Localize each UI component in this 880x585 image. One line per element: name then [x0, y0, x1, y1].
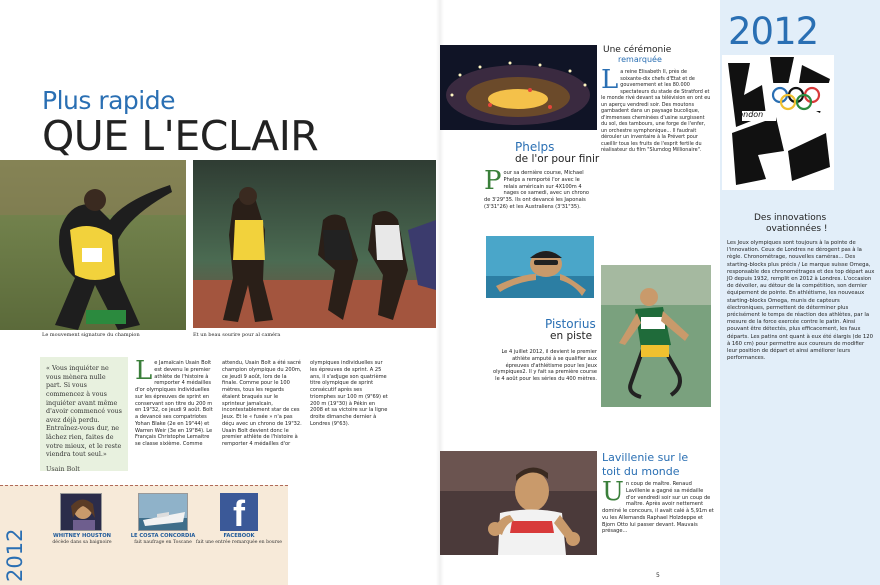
logo-london-text: london	[736, 110, 764, 119]
article-title-line2: QUE L'ECLAIR	[42, 112, 319, 160]
page-number: 5	[656, 572, 660, 579]
ceremony-title-1: Une cérémonie	[603, 45, 672, 55]
pistorius-title-1: Pistorius	[545, 317, 596, 331]
phelps-body: our sa dernière course, Michael Phelps a remporté l'or avec le relais américain sur 4X100m 4 nages ce samedi, avec un chrono de 3'29"35. Ils ont devancé les Japonais (3'31"26) et les Australiens (3'31"35).	[484, 170, 590, 210]
london-2012-logo	[722, 55, 834, 190]
ceremony-text	[601, 65, 711, 154]
lavillenie-body: n coup de maître. Renaud Lavillenie a gagné sa médaille d'or vendredi soir sur un coup de maître. Après avoir nettement dominé le concours, il avait calé à 5,91m et vu les Allemands Raphael Holzdeppe et Bjorn Otto lui passer devant. Mauvais présage...	[602, 481, 714, 535]
phelps-drop-cap: P	[484, 166, 502, 196]
sidebar-text: Les Jeux olympiques sont toujours à la pointe de l'innovation. Ceux de Londres ne dérogent pas à la règle. Chronométrage, nouvelles caméras... Des starting-blocks plus précis / Le marque suisse Omega, responsable des chronométrages et des top départ aux JO depuis 1932, remplit en 2012 à Londres. L'occasion de dévoiler, au détour de la compétition, son dernier équipement de pointe. En athlétisme, les nouveaux starting-blocks Omega, munis de capteurs électroniques, permettent de déterminer plus précisément le temps de réaction des athlètes, par la mesure de la force exercée contre le patin. Ainsi pouvant être détectés, plus efficacement, les faux départs. Les patins ont quant à eux été élargis (de 120 à 160 cm) pour permettre aux coureurs de modifier leur position de départ et ainsi améliorer leurs performances.	[727, 240, 875, 362]
pistorius-title-2: en piste	[550, 330, 593, 342]
thumb2-label: LE COSTA CONCORDIA	[130, 533, 196, 539]
drop-cap: L	[135, 356, 153, 386]
ceremony-stadium-photo	[440, 45, 597, 130]
thumb1-label: WHITNEY HOUSTON	[53, 533, 111, 539]
strip-year-label: 2012	[3, 528, 27, 582]
quote-author: Usain Bolt	[46, 465, 80, 474]
photo2-caption: Et un beau sourire pour al caméra	[193, 332, 281, 338]
lavillenie-photo	[440, 451, 597, 555]
thumb3-sub: fait une entrée remarquée en bourse	[196, 540, 283, 545]
article-title-line1: Plus rapide	[42, 86, 176, 115]
lavillenie-text	[602, 477, 714, 535]
costa-concordia-thumb	[138, 493, 188, 531]
quote-text: « Vous inquiéter ne vous mènera nulle part. Si vous commencez à vous inquiéter avant même d'avoir commencé vous avez déjà perdu. Entraînez-vous dur, ne lâchez rien, faites de votre mieux, et le reste viendra tout seul.»	[46, 364, 122, 459]
lavillenie-drop-cap: U	[602, 477, 624, 507]
lavillenie-title-1: Lavillenie sur le	[602, 451, 689, 464]
sidebar-heading-1: Des innovations	[754, 213, 827, 223]
thumb1-sub: décède dans sa baignoire	[52, 540, 112, 545]
phelps-text	[484, 166, 594, 211]
sidebar-heading-2: ovationnées !	[766, 224, 828, 234]
article-column-1	[135, 356, 215, 448]
thumb2-sub: fait naufrage en Toscane	[134, 540, 192, 545]
facebook-logo-icon: f	[220, 493, 258, 531]
article-col1-text: e Jamaïcain Usain Bolt est devenu le premier athlète de l'histoire à remporter 4 médailles d'or olympiques individuelles sur les épreuves de sprint en conservant son titre du 200 m en 19"32, ce jeudi 9 août. Bolt a devancé ses compatriotes Yohan Blake (2e en 19"44) et Warren Weir (3e en 19"84). Le Français Christophe Lemaitre se classe sixième. Comme	[135, 360, 213, 448]
phelps-title-1: Phelps	[515, 140, 555, 154]
thumb3-label: FACEBOOK	[223, 533, 255, 539]
ceremony-drop-cap: L	[601, 65, 619, 95]
phelps-pool-photo	[486, 236, 594, 298]
bolt-celebration-photo	[0, 160, 186, 330]
whitney-houston-thumb	[60, 493, 102, 531]
ceremony-title-2: remarquée	[618, 55, 662, 64]
lavillenie-title-2: toit du monde	[602, 465, 680, 478]
bolt-quote-box	[40, 357, 128, 474]
phelps-title-2: de l'or pour finir	[515, 153, 600, 165]
sidebar-year: 2012	[728, 10, 819, 53]
pistorius-photo	[601, 265, 711, 407]
pistorius-text: Le 4 juillet 2012, il devient le premier athlète amputé à se qualifier aux épreuves d'athlétisme pour les Jeux olympiques2. Il y fait sa première course le 4 août pour les séries du 400 mètres.	[492, 349, 597, 383]
bolt-finish-photo	[193, 160, 436, 328]
ceremony-body: a reine Elisabeth II, près de soixante-dix chefs d'Etat et de gouvernement et les 80.000 spectateurs du stade de Stratford et le monde rivé devant sa télévision en ont eu un aperçu vendredi soir. Des moutons gambadent dans un paysage bucolique, d'immenses cheminées d'usine surgissent du sol, des tambours, une forge de l'enfer, un orchestre symphonique... Il faudrait dérouler un inventaire à la Prévert pour cueillir tous les fruits de l'esprit fertile du réalisateur du film "Slumdog Millionaire".	[601, 69, 711, 154]
article-column-2: attendu, Usain Bolt a été sacré champion olympique du 200m, ce jeudi 9 août, lors de la finale. Comme pour le 100 mètres, tous les regards étaient braqués sur le sprinteur jamaïcain, incontestablement star de ces Jeux. Et le « fusée » n'a pas déçu avec un chrono de 19"32. Usain Bolt devient donc le premier athlète de l'histoire à remporter 4 médailles d'or	[222, 360, 302, 448]
photo1-caption: Le mouvement signature du champion	[42, 332, 140, 338]
article-column-3: olympiques individuelles sur les épreuves de sprint. A 25 ans, il s'adjuge son quatrième titre olympique de sprint consécutif après ses triomphes sur 100 m (9"69) et 200 m (19"30) à Pékin en 2008 et sa victoire sur la ligne droite dimanche dernier à Londres (9"63).	[310, 360, 388, 427]
